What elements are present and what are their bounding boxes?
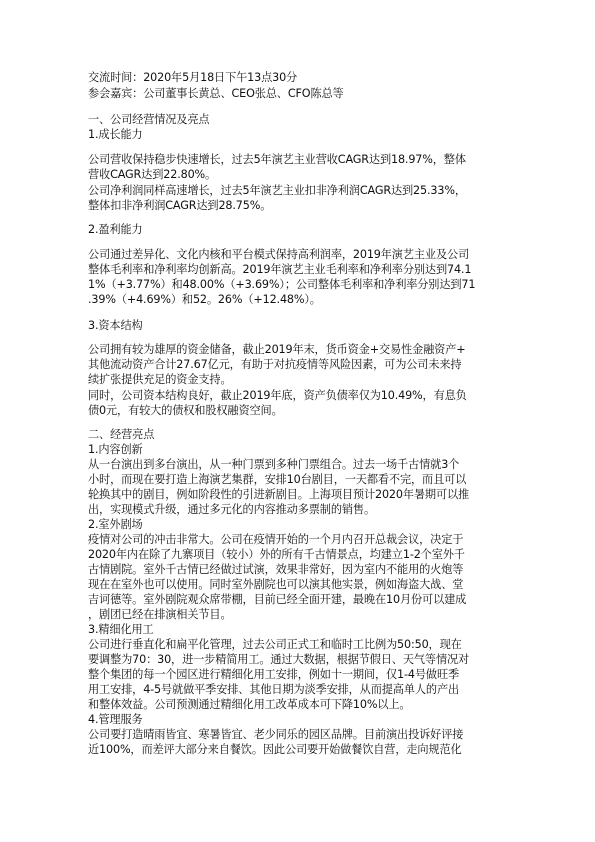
paragraph-line: 公司进行垂直化和扁平化管理，过去公司正式工和临时工比例为50:50，现在: [88, 638, 462, 651]
section-heading: 二、经营亮点: [88, 428, 155, 441]
paragraph-line: 债0元，有较大的债权和股权融资空间。: [88, 404, 283, 417]
section-heading: 一、公司经营情况及亮点: [88, 113, 210, 126]
paragraph-line: 用工安排，4-5号就做平季安排、其他日期为淡季安排，从而提高单人的产出: [88, 683, 460, 696]
paragraph-line: 公司营收保持稳步快速增长，过去5年演艺主业营收CAGR达到18.97%，整体: [88, 153, 466, 166]
subsection-heading: 3.资本结构: [88, 319, 143, 332]
paragraph-line: 要调整为70：30，进一步精简用工。通过大数据，根据节假日、天气等情况对: [88, 653, 470, 666]
paragraph-line: 轮换其中的剧目，例如阶段性的引进新剧目。上海项目预计2020年暑期可以推: [88, 488, 470, 501]
paragraph-line: 公司通过差异化、文化内核和平台模式保持高利润率，2019年演艺主业及公司: [88, 248, 470, 261]
paragraph-line: 同时，公司资本结构良好，截止2019年底，资产负债率仅为10.49%，有息负: [88, 389, 467, 402]
paragraph-line: 古情剧院。室外千古情已经做过试演，效果非常好，因为室内不能用的火炮等: [88, 563, 464, 576]
paragraph-line: 营收CAGR达到22.80%。: [88, 168, 217, 181]
paragraph-line: ，剧团已经在排演相关节目。: [88, 608, 232, 621]
paragraph-line: 吉诃德等。室外剧院观众席带棚，目前已经全面开建，最晚在10月份可以建成: [88, 593, 467, 606]
paragraph-line: 从一台演出到多台演出，从一种门票到多种门票组合。过去一场千古情就3个: [88, 458, 460, 471]
paragraph-line: 公司要打造晴雨皆宜、寒暑皆宜、老少同乐的园区品牌。目前演出投诉好评接: [88, 728, 464, 741]
paragraph-line: 整体扣非净利润CAGR达到28.75%。: [88, 199, 272, 212]
paragraph-line: 2020年内在除了九寨项目（较小）外的所有千古情景点，均建立1-2个室外千: [88, 548, 465, 561]
paragraph-line: 整个集团的每一个园区进行精细化用工安排，例如十一期间，仅1-4号做旺季: [88, 668, 460, 681]
paragraph-line: 小时，而现在要打造上海演艺集群，安排10台剧目，一天都看不完，而且可以: [88, 473, 467, 486]
paragraph-line: 现在在室外也可以使用。同时室外剧院也可以演其他实景，例如海盗大战、堂: [88, 578, 464, 591]
meeting-time: 交流时间：2020年5月18日下午13点30分: [88, 71, 298, 84]
attendees: 参会嘉宾：公司董事长黄总、CEO张总、CFO陈总等: [88, 87, 344, 100]
paragraph-line: 其他流动资产合计27.67亿元，有助于对抗疫情等风险因素，可为公司未来持: [88, 358, 462, 371]
subsection-heading: 1.成长能力: [88, 128, 143, 141]
paragraph-line: 公司拥有较为雄厚的资金储备，截止2019年末，货币资金+交易性金融资产+: [88, 343, 466, 356]
paragraph-line: 疫情对公司的冲击非常大。公司在疫情开始的一个月内召开总裁会议，决定于: [88, 533, 464, 546]
paragraph-line: 1%（+3.77%）和48.00%（+3.69%）；公司整体毛利率和净利率分别达到71: [88, 278, 476, 291]
subsection-heading: 2.盈利能力: [88, 223, 143, 236]
subsection-heading: 2.室外剧场: [88, 518, 143, 531]
paragraph-line: 公司净利润同样高速增长，过去5年演艺主业扣非净利润CAGR达到25.33%，: [88, 184, 466, 197]
subsection-heading: 1.内容创新: [88, 443, 143, 456]
paragraph-line: 整体毛利率和净利率均创新高。2019年演艺主业毛利率和净利率分别达到74.1: [88, 263, 472, 276]
paragraph-line: 续扩张提供充足的资金支持。: [88, 373, 232, 386]
paragraph-line: 和整体效益。公司预测通过精细化用工改革成本可下降10%以上。: [88, 698, 411, 711]
paragraph-line: 出，实现模式升级，通过多元化的内容推动多票制的销售。: [88, 503, 375, 516]
paragraph-line: 近100%，而差评大部分来自餐饮。因此公司要开始做餐饮自营，走向规范化: [88, 743, 462, 756]
subsection-heading: 3.精细化用工: [88, 623, 154, 636]
subsection-heading: 4.管理服务: [88, 713, 143, 726]
paragraph-line: .39%（+4.69%）和52。26%（+12.48%）。: [88, 293, 321, 306]
